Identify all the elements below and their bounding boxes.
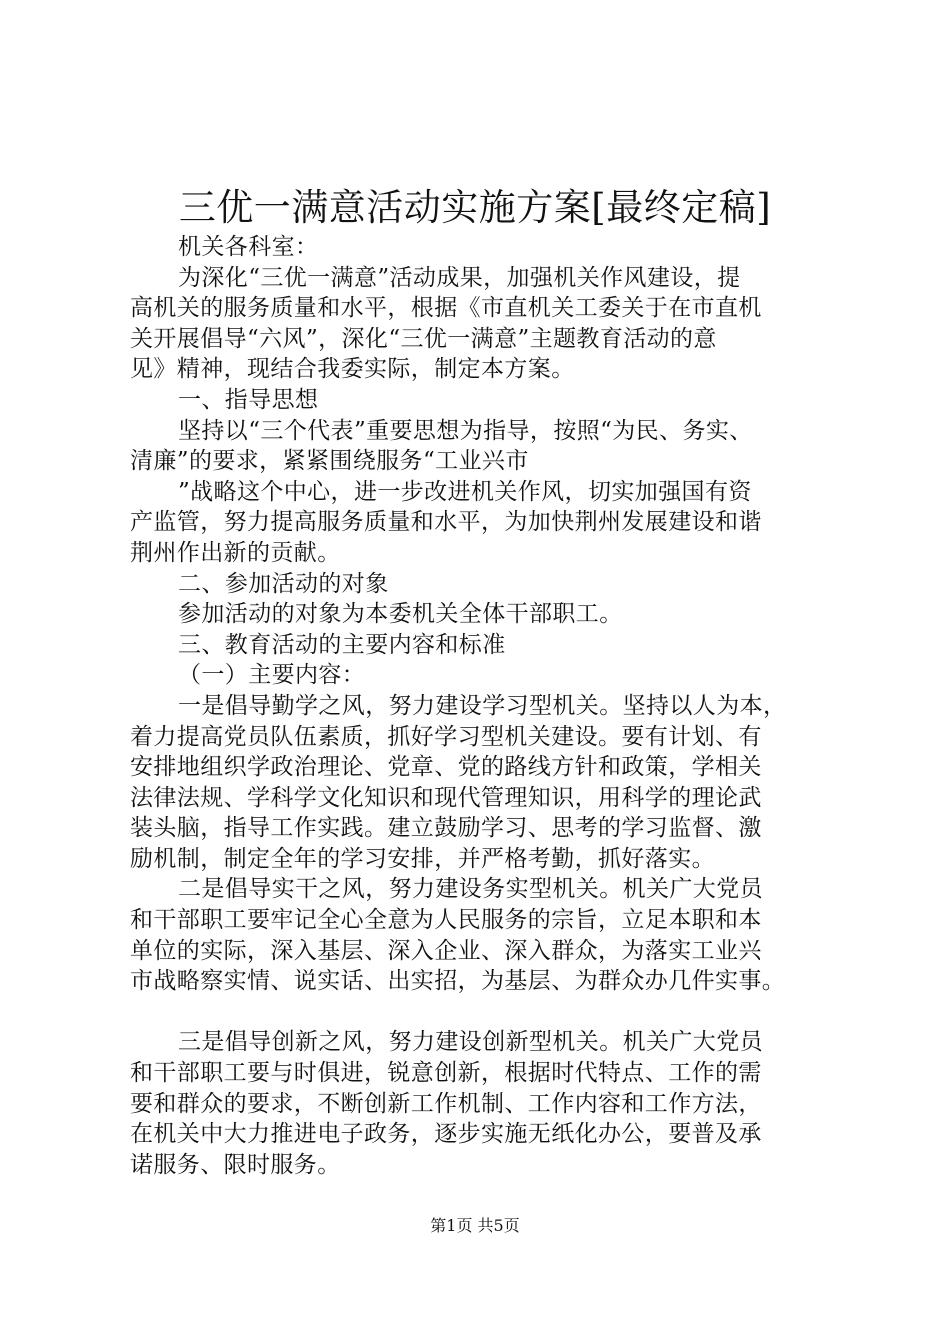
text-line: 一是倡导勤学之风，努力建设学习型机关。坚持以人为本， (178, 692, 787, 719)
text-line: 单位的实际，深入基层、深入企业、深入群众，为落实工业兴 (130, 937, 762, 964)
text-line: 装头脑，指导工作实践。建立鼓励学习、思考的学习监督、激 (130, 815, 762, 842)
document-body (130, 232, 830, 1180)
text-line: 二是倡导实干之风，努力建设务实型机关。机关广大党员 (178, 876, 763, 903)
text-line: 二、参加活动的对象 (178, 570, 389, 597)
text-line: 机关各科室： (178, 234, 319, 260)
text-line: 为深化“三优一满意”活动成果，加强机关作风建设，提 (178, 264, 741, 291)
text-line: 安排地组织学政治理论、党章、党的路线方针和政策，学相关 (130, 754, 762, 781)
text-line: 关开展倡导“六风”，深化“三优一满意”主题教育活动的意 (130, 325, 717, 352)
text-line: 法律法规、学科学文化知识和现代管理知识，用科学的理论武 (130, 784, 762, 811)
text-line: 要和群众的要求，不断创新工作机制、工作内容和工作方法， (130, 1090, 762, 1117)
text-line: 高机关的服务质量和水平，根据《市直机关工委关于在市直机 (130, 295, 762, 322)
blank-line (130, 997, 830, 1028)
text-line: 参加活动的对象为本委机关全体干部职工。 (178, 601, 623, 628)
text-line: 和干部职工要牢记全心全意为人民服务的宗旨，立足本职和本 (130, 907, 762, 934)
text-line: 励机制，制定全年的学习安排，并严格考勤，抓好落实。 (130, 845, 715, 872)
text-line: 坚持以“三个代表”重要思想为指导，按照“为民、务实、 (178, 417, 753, 444)
document-title: 三优一满意活动实施方案[最终定稿] (178, 186, 772, 229)
text-line: 着力提高党员队伍素质，抓好学习型机关建设。要有计划、有 (130, 723, 762, 750)
text-line: 产监管，努力提高服务质量和水平，为加快荆州发展建设和谐 (130, 509, 762, 536)
text-line: 三、教育活动的主要内容和标准 (178, 631, 506, 658)
text-line: 荆州作出新的贡献。 (130, 539, 341, 566)
text-line: 清廉”的要求，紧紧围绕服务“工业兴市 (130, 448, 529, 475)
text-line: 三是倡导创新之风，努力建设创新型机关。机关广大党员 (178, 1029, 763, 1056)
page-footer: 第1页 共5页 (430, 1216, 520, 1235)
text-line: 和干部职工要与时俱进，锐意创新，根据时代特点、工作的需 (130, 1060, 762, 1087)
text-line: 诺服务、限时服务。 (130, 1151, 341, 1178)
text-line: ”战略这个中心，进一步改进机关作风，切实加强国有资 (178, 478, 752, 505)
text-line: 一、指导思想 (178, 386, 319, 413)
text-line: 在机关中大力推进电子政务，逐步实施无纸化办公，要普及承 (130, 1121, 762, 1148)
text-line: 市战略察实情、说实话、出实招，为基层、为群众办几件实事。 (130, 968, 786, 995)
text-line: （一）主要内容： (178, 662, 366, 689)
text-line: 见》精神，现结合我委实际，制定本方案。 (130, 356, 575, 383)
